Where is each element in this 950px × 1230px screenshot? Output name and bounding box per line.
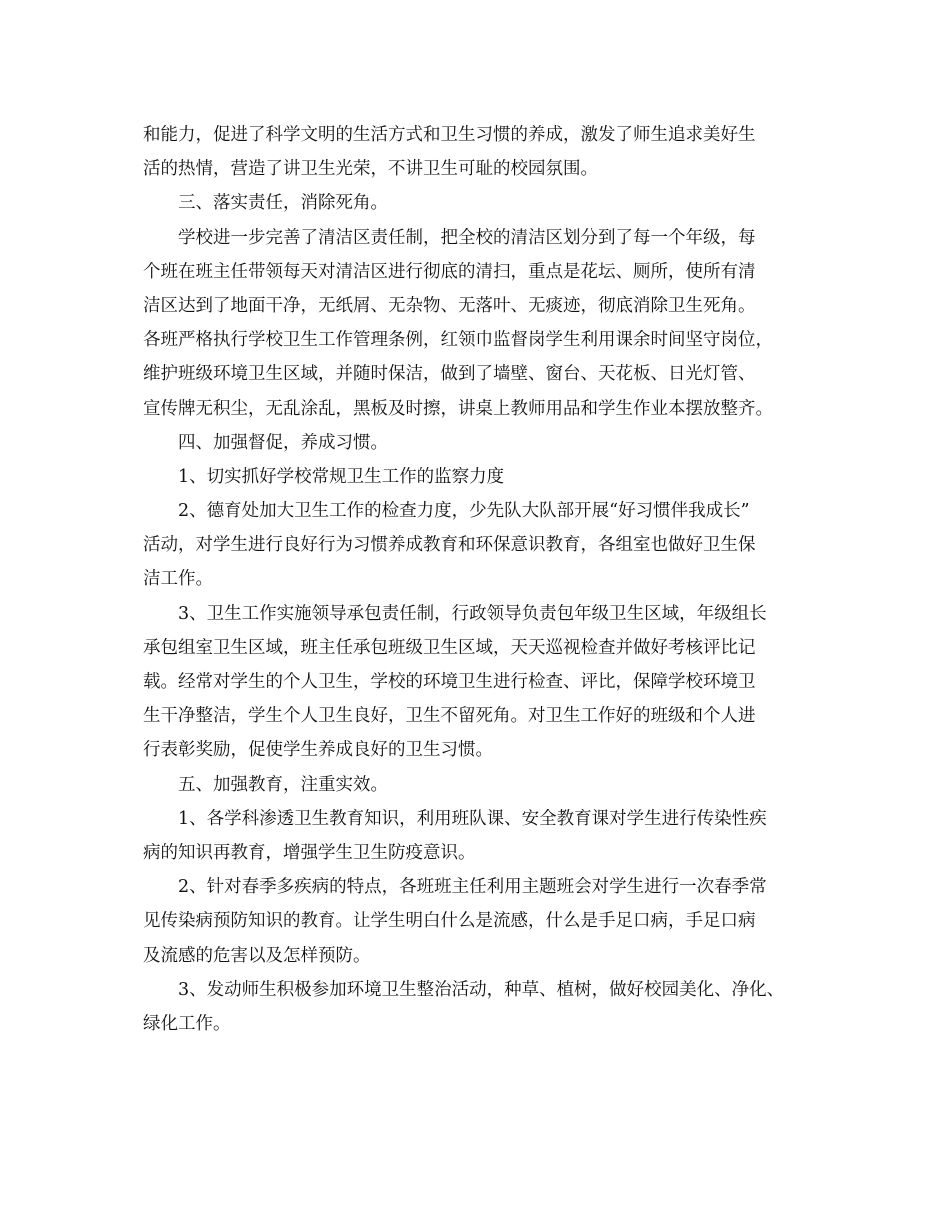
text-line: 及流感的危害以及怎样预防。 (143, 945, 371, 966)
document-body (143, 118, 833, 1041)
text-line: 个班在班主任带领每天对清洁区进行彻底的清扫，重点是花坛、厕所，使所有清 (143, 261, 756, 282)
text-line: 3、卫生工作实施领导承包责任制，行政领导负责包年级卫生区域，年级组长 (178, 603, 767, 624)
section-heading: 四、加强督促，养成习惯。 (178, 432, 388, 453)
text-line: 各班严格执行学校卫生工作管理条例，红领巾监督岗学生利用课余时间坚守岗位， (143, 330, 773, 351)
text-line: 病的知识再教育，增强学生卫生防疫意识。 (143, 842, 476, 863)
text-line: 2、德育处加大卫生工作的检查力度，少先队大队部开展“好习惯伴我成长” (178, 501, 750, 522)
section-heading: 三、落实责任，消除死角。 (178, 193, 388, 214)
text-line: 学校进一步完善了清洁区责任制，把全校的清洁区划分到了每一个年级，每 (178, 227, 756, 248)
text-line: 维护班级环境卫生区域，并随时保洁，做到了墙壁、窗台、天花板、日光灯管、 (143, 364, 756, 385)
text-line: 活的热情，营造了讲卫生光荣，不讲卫生可耻的校园氛围。 (143, 159, 598, 180)
section-heading: 五、加强教育，注重实效。 (178, 774, 388, 795)
text-line: 和能力，促进了科学文明的生活方式和卫生习惯的养成，激发了师生追求美好生 (143, 125, 756, 145)
text-line: 1、各学科渗透卫生教育知识，利用班队课、安全教育课对学生进行传染性疾 (178, 808, 767, 829)
text-line: 3、发动师生积极参加环境卫生整治活动，种草、植树，做好校园美化、净化、 (178, 979, 785, 1000)
text-line: 绿化工作。 (143, 1013, 231, 1034)
text-line: 承包组室卫生区域，班主任承包班级卫生区域，天天巡视检查并做好考核评比记 (143, 637, 756, 658)
text-line: 洁区达到了地面干净，无纸屑、无杂物、无落叶、无痰迹，彻底消除卫生死角。 (143, 295, 756, 316)
text-line: 载。经常对学生的个人卫生，学校的环境卫生进行检查、评比，保障学校环境卫 (143, 672, 756, 692)
text-line: 行表彰奖励，促使学生养成良好的卫生习惯。 (143, 740, 493, 761)
text-line: 2、针对春季多疾病的特点，各班班主任利用主题班会对学生进行一次春季常 (178, 877, 767, 898)
text-line: 1、切实抓好学校常规卫生工作的监察力度 (178, 466, 505, 487)
text-line: 宣传牌无积尘，无乱涂乱，黑板及时擦，讲桌上教师用品和学生作业本摆放整齐。 (143, 398, 773, 419)
text-line: 生干净整洁，学生个人卫生良好，卫生不留死角。对卫生工作好的班级和个人进 (143, 706, 756, 727)
text-line: 见传染病预防知识的教育。让学生明白什么是流感，什么是手足口病，手足口病 (143, 911, 756, 932)
text-line: 活动，对学生进行良好行为习惯养成教育和环保意识教育，各组室也做好卫生保 (143, 535, 756, 556)
text-line: 洁工作。 (143, 569, 213, 590)
